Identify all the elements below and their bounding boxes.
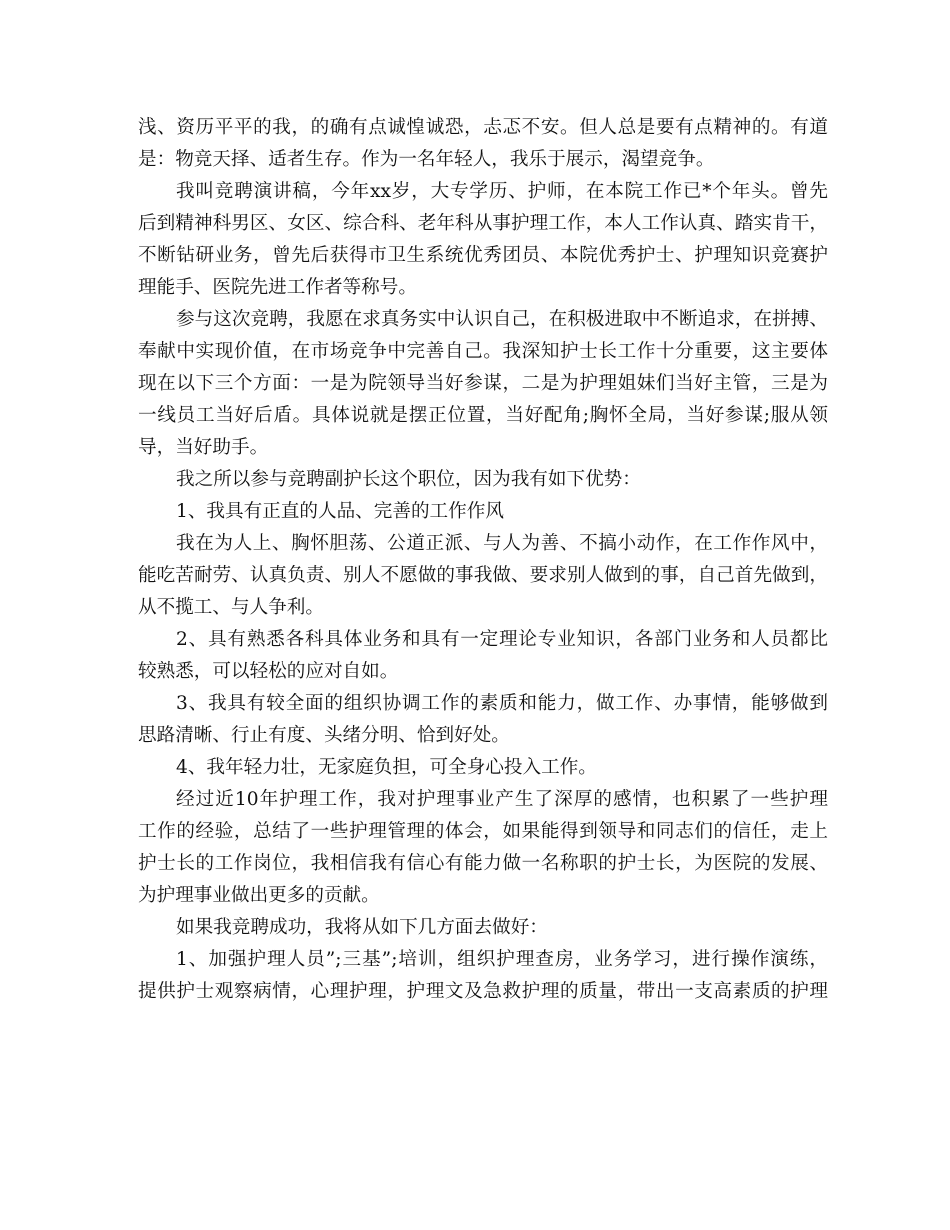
text-line: 经过近10年护理工作，我对护理事业产生了深厚的感情，也积累了一些护理 — [176, 789, 828, 810]
text-line: 1、加强护理人员”;三基”;培训，组织护理查房，业务学习，进行操作演练， — [176, 949, 828, 970]
text-line: 2、具有熟悉各科具体业务和具有一定理论专业知识，各部门业务和人员都比 — [176, 629, 828, 650]
text-line: 理能手、医院先进工作者等称号。 — [138, 277, 417, 298]
text-line: 较熟悉，可以轻松的应对自如。 — [138, 661, 399, 682]
text-line: 现在以下三个方面：一是为院领导当好参谋，二是为护理姐妹们当好主管，三是为 — [138, 373, 828, 394]
text-line: 1、我具有正直的人品、完善的工作作风 — [176, 501, 504, 522]
text-line: 参与这次竞聘，我愿在求真务实中认识自己，在积极进取中不断追求，在拼搏、 — [176, 309, 828, 330]
text-line: 从不揽工、与人争利。 — [138, 597, 324, 618]
text-line: 不断钻研业务，曾先后获得市卫生系统优秀团员、本院优秀护士、护理知识竞赛护 — [138, 245, 828, 266]
text-line: 提供护士观察病情，心理护理，护理文及急救护理的质量，带出一支高素质的护理 — [138, 981, 828, 1002]
text-line: 工作的经验，总结了一些护理管理的体会，如果能得到领导和同志们的信任，走上 — [138, 821, 828, 842]
text-line: 导，当好助手。 — [138, 437, 269, 458]
text-line: 一线员工当好后盾。具体说就是摆正位置，当好配角;胸怀全局，当好参谋;服从领 — [138, 405, 828, 426]
text-line: 为护理事业做出更多的贡献。 — [138, 885, 380, 906]
text-line: 我叫竞聘演讲稿，今年xx岁，大专学历、护师，在本院工作已*个年头。曾先 — [176, 181, 828, 202]
text-line: 3、我具有较全面的组织协调工作的素质和能力，做工作、办事情，能够做到 — [176, 693, 828, 714]
text-line: 奉献中实现价值，在市场竞争中完善自己。我深知护士长工作十分重要，这主要体 — [138, 341, 828, 362]
text-line: 我之所以参与竞聘副护长这个职位，因为我有如下优势： — [176, 469, 641, 490]
text-line: 思路清晰、行止有度、头绪分明、恰到好处。 — [138, 725, 510, 746]
text-line: 护士长的工作岗位，我相信我有信心有能力做一名称职的护士长，为医院的发展、 — [138, 853, 828, 874]
text-line: 4、我年轻力壮，无家庭负担，可全身心投入工作。 — [176, 757, 597, 778]
text-line: 浅、资历平平的我，的确有点诚惶诚恐，忐忑不安。但人总是要有点精神的。有道 — [138, 117, 828, 138]
text-line: 如果我竞聘成功，我将从如下几方面去做好： — [176, 917, 548, 938]
text-line: 我在为人上、胸怀胆荡、公道正派、与人为善、不搞小动作，在工作作风中， — [176, 533, 828, 554]
text-line: 后到精神科男区、女区、综合科、老年科从事护理工作，本人工作认真、踏实肯干， — [138, 213, 828, 234]
text-line: 能吃苦耐劳、认真负责、别人不愿做的事我做、要求别人做到的事，自己首先做到， — [138, 565, 828, 586]
document-body — [138, 112, 828, 1008]
text-line: 是：物竞天择、适者生存。作为一名年轻人，我乐于展示，渴望竞争。 — [138, 149, 715, 170]
